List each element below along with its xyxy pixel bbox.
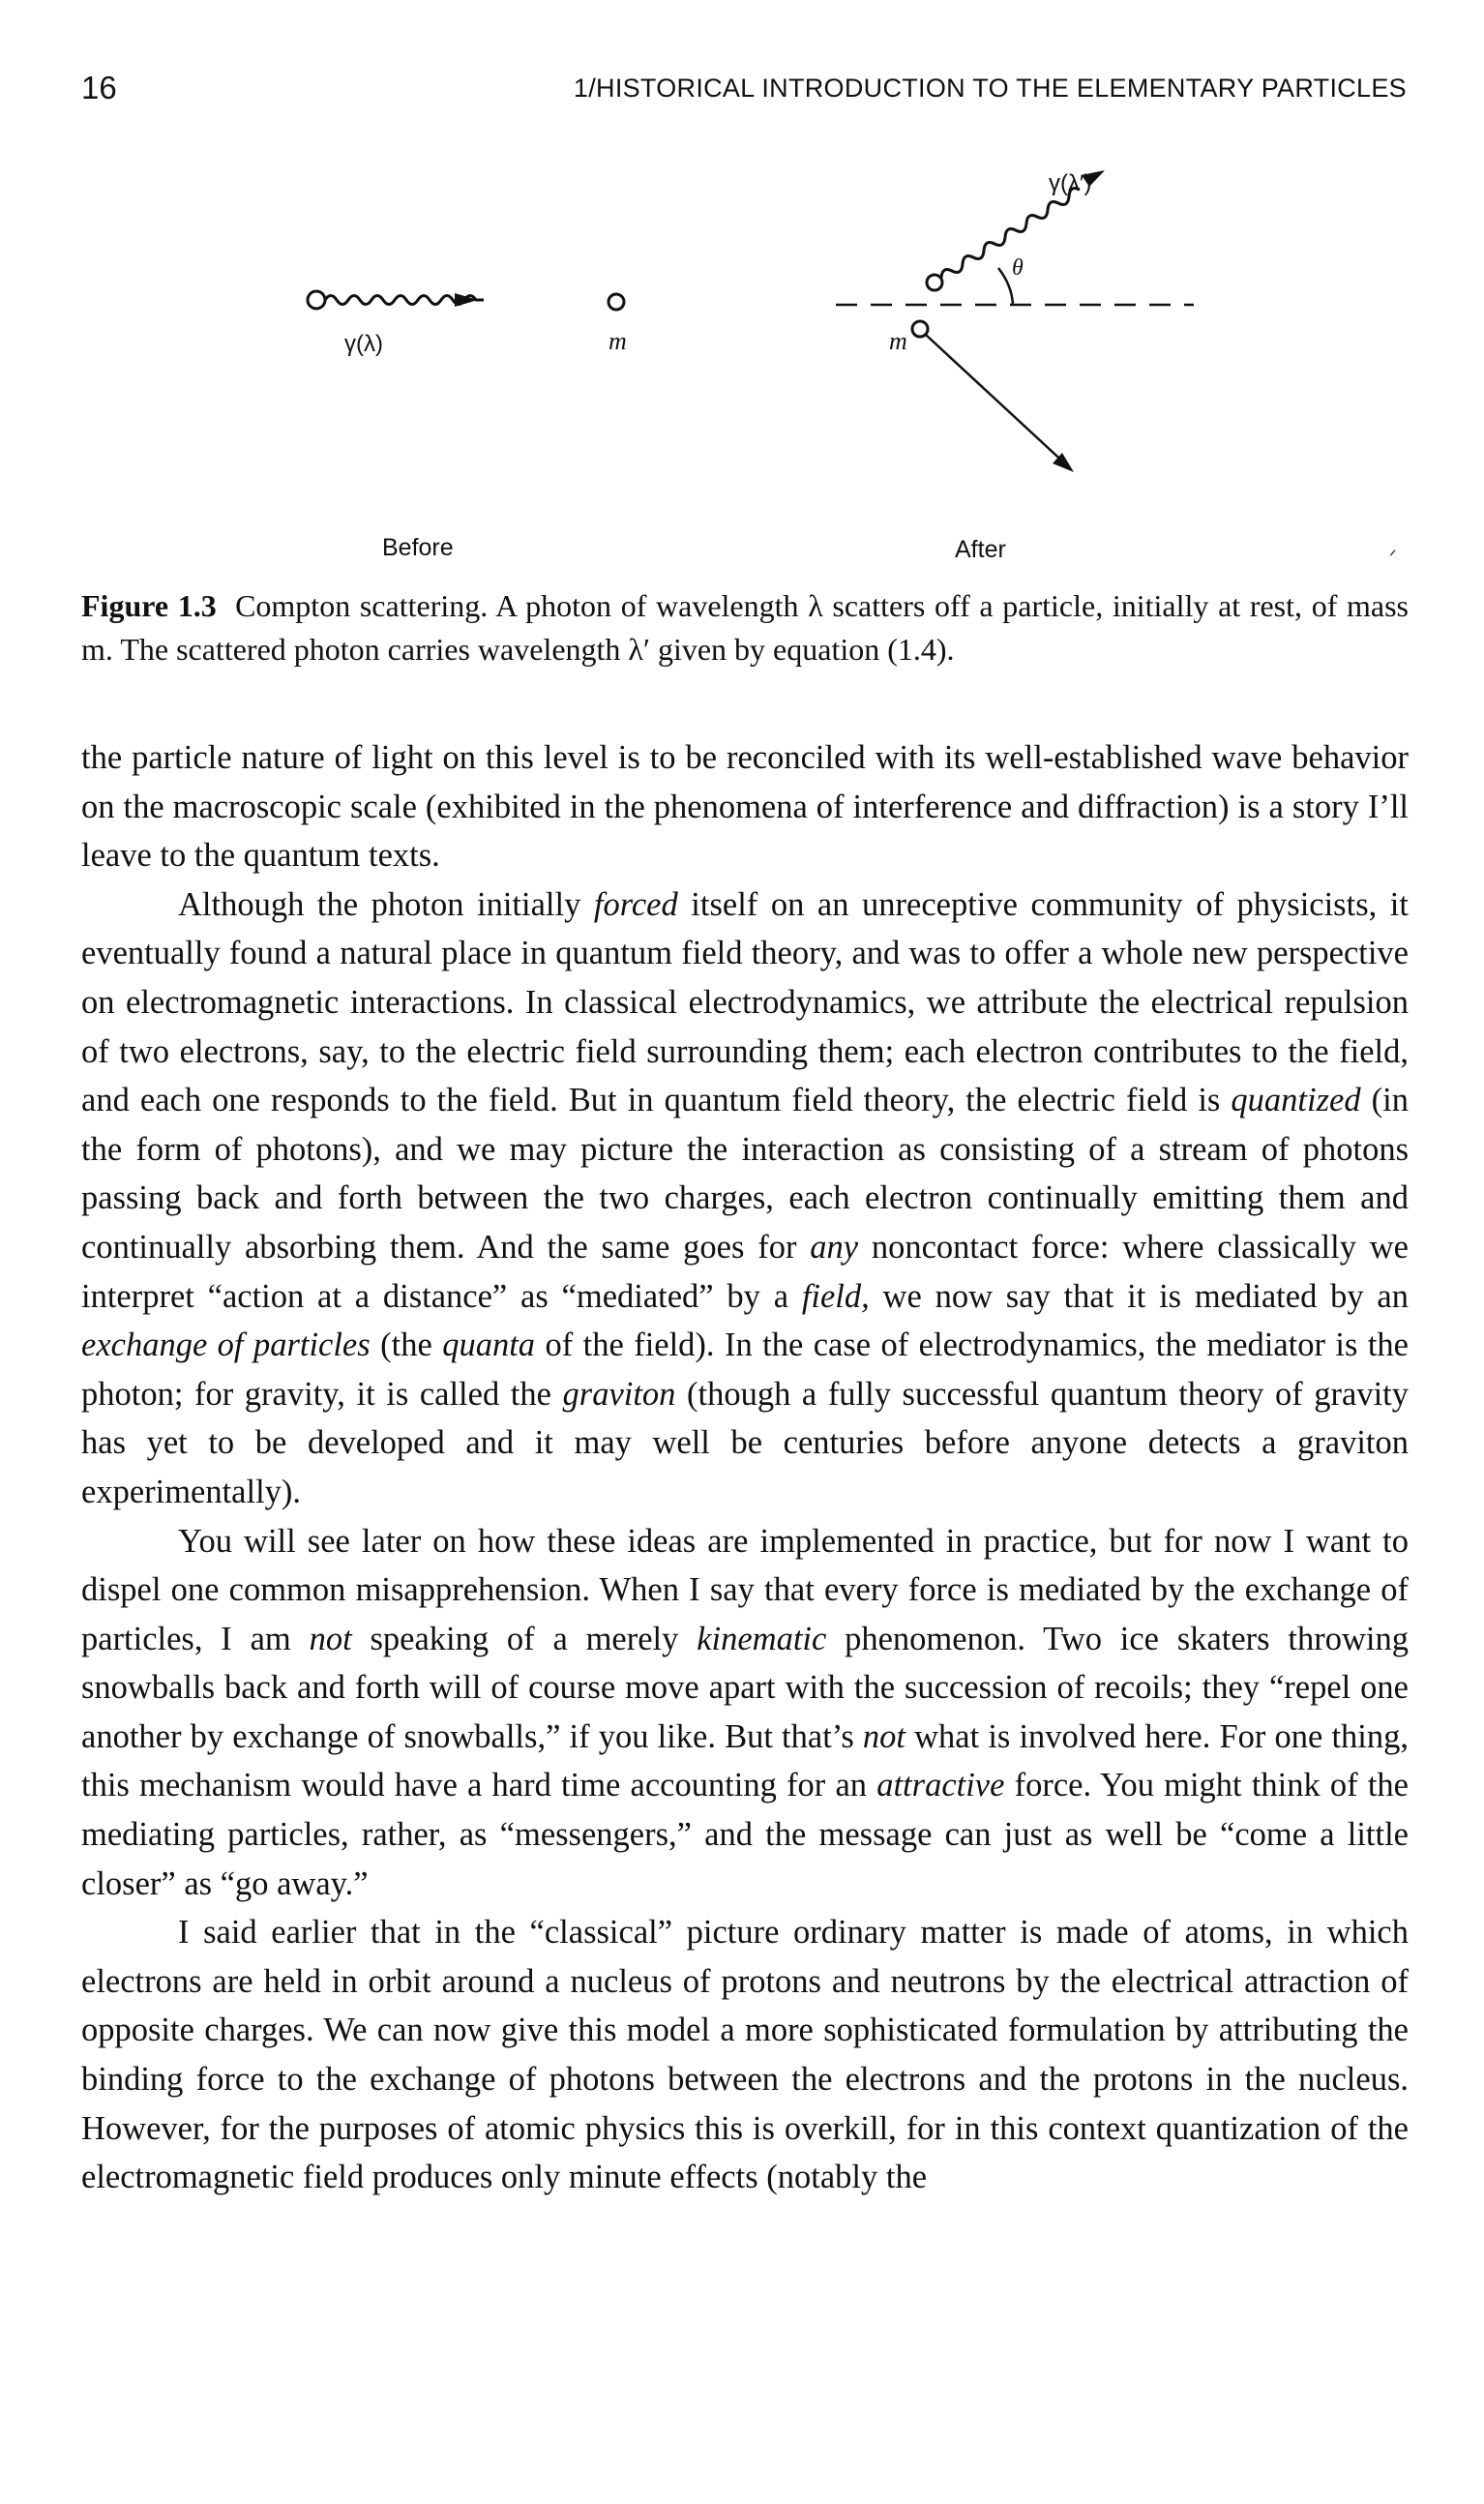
scattering-angle-label: θ (1012, 255, 1024, 281)
after-panel (836, 170, 1194, 472)
target-particle-before (608, 294, 624, 310)
after-mass-label: m (889, 327, 907, 355)
scattered-photon-label: γ(λ′) (1049, 170, 1092, 196)
caption-number: Figure 1.3 (81, 588, 217, 623)
after-panel-label: After (955, 536, 1006, 563)
compton-diagram (81, 135, 1407, 581)
page-header (81, 70, 1407, 118)
before-panel-label: Before (382, 534, 454, 561)
caption-text: Compton scattering. A photon of wavelength λ scatters off a particle, initially at rest, of mass m. The scattered photon carries wavelength λ′ given by equation (1.4). (81, 588, 1410, 667)
before-mass-label: m (608, 327, 627, 355)
page-number: 16 (81, 70, 117, 105)
scattered-photon-wave (941, 189, 1080, 278)
paragraph-2: Although the photon initially forced itself on an unreceptive community of physicists, it eventually found a natural place in quantum field theory, and was to offer a whole new perspective on electromagnetic interactions. In classical electrodynamics, we attribute the electrical repulsion of two electrons, say, to the electric field surrounding them; each electron contributes to the field, and each one responds to the field. But in quantum field theory, the electric field is quantized (in the form of photons), and we may picture the interaction as consisting of a stream of photons passing back and forth between the two charges, each electron continually emitting them and continually absorbing them. And the same goes for any noncontact force: where classically we interpret “action at a distance” as “mediated” by a field, we now say that it is mediated by an exchange of particles (the quanta of the field). In the case of electrodynamics, the mediator is the photon; for gravity, it is called the graviton (though a fully successful quantum theory of gravity has yet to be developed and it may well be centuries before anyone detects a graviton experimentally). (81, 885, 1409, 1510)
recoil-particle-circle (912, 321, 928, 337)
figure-caption (81, 584, 1409, 671)
scattering-angle-arc (998, 268, 1013, 305)
incident-photon-label: γ(λ) (344, 331, 383, 357)
photon-source-circle (308, 291, 325, 309)
stray-tick-mark: ᐟ (1389, 547, 1397, 566)
running-head: 1/HISTORICAL INTRODUCTION TO THE ELEMENTARY PARTICLES (573, 74, 1407, 103)
before-panel (308, 291, 624, 310)
paragraph-3: You will see later on how these ideas are implemented in practice, but for now I want to dispel one common misapprehension. When I say that every force is mediated by the exchange of particles, I am not speaking of a merely kinematic phenomenon. Two ice skaters throwing snowballs back and forth will of course move apart with the succession of recoils; they “repel one another by exchange of snowballs,” if you like. But that’s not what is involved here. For one thing, this mechanism would have a hard time accounting for an attractive force. You might think of the mediating particles, rather, as “messengers,” and the message can just as well be “come a little closer” as “go away.” (81, 1522, 1409, 1902)
paragraph-4: I said earlier that in the “classical” picture ordinary matter is made of atoms, in which electrons are held in orbit around a nucleus of protons and neutrons by the electrical attraction of opposite charges. We can now give this model a more sophisticated formulation by attributing the binding force to the exchange of photons between the electrons and the protons in the nucleus. However, for the purposes of atomic physics this is overkill, for in this context quantization of the electromagnetic field produces only minute effects (notably the (81, 1914, 1409, 2196)
recoil-particle-path (926, 335, 1068, 466)
compton-figure (81, 135, 1407, 590)
paragraph-1: the particle nature of light on this level is to be reconciled with its well-established wave behavior on the macroscopic scale (exhibited in the phenomena of interference and diffraction) is a story I’ll leave to the quantum texts. (81, 739, 1409, 875)
body-text (81, 733, 1409, 2202)
incoming-photon-arrowhead (455, 293, 478, 307)
